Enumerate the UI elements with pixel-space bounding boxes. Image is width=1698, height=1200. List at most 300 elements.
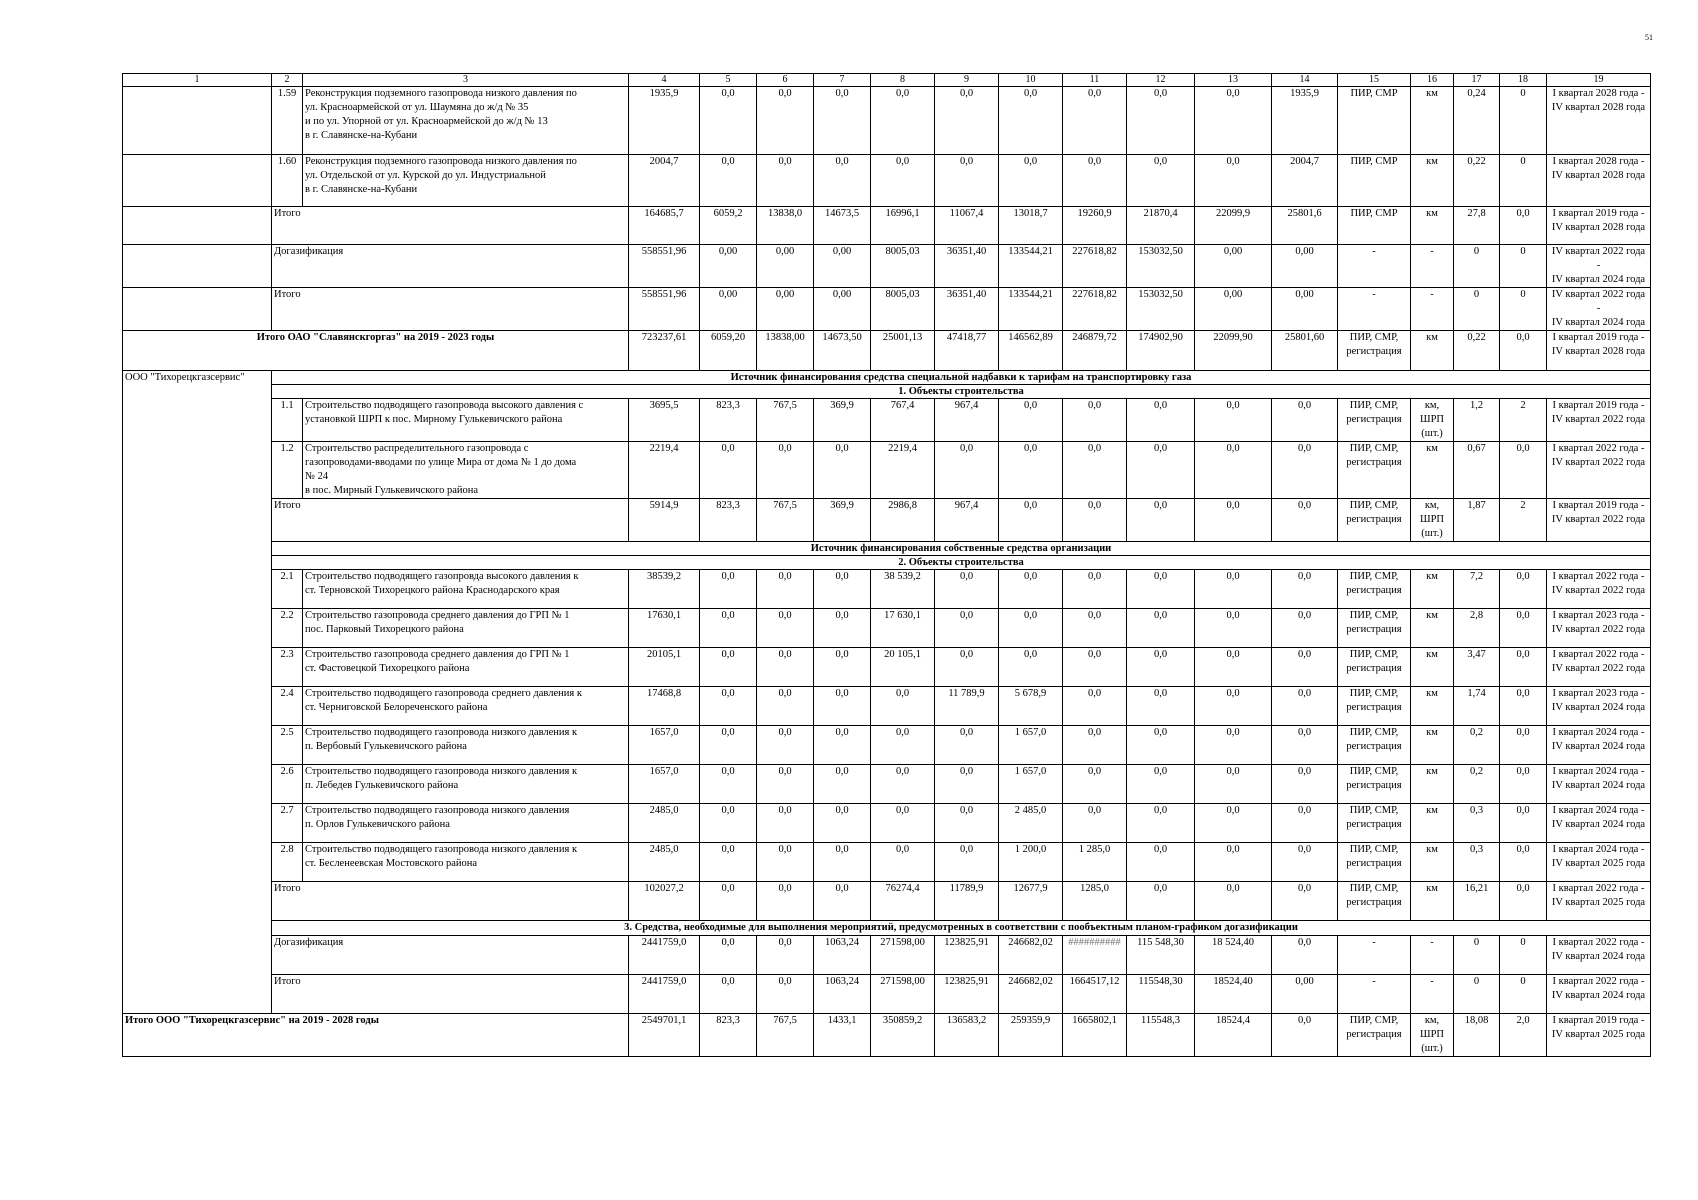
value-col-11: 246879,72 — [1063, 331, 1127, 371]
org-cell — [123, 207, 272, 245]
value-col-19: I квартал 2022 года - IV квартал 2022 года — [1547, 442, 1651, 499]
object-name: Строительство подводящего газопровода низкого давления п. Орлов Гулькевичского района — [303, 804, 629, 843]
value-col-9: 36351,40 — [935, 288, 999, 331]
value-col-13: 18524,4 — [1195, 1014, 1272, 1057]
value-col-16: км — [1411, 687, 1454, 726]
table-row — [123, 609, 1651, 648]
value-col-12: 21870,4 — [1127, 207, 1195, 245]
row-number: 2.1 — [272, 570, 303, 609]
value-col-16: км — [1411, 87, 1454, 155]
value-col-6: 13838,0 — [757, 207, 814, 245]
value-col-9: 0,0 — [935, 87, 999, 155]
value-col-9: 967,4 — [935, 499, 999, 542]
section-heading — [123, 556, 1651, 570]
value-col-14: 0,0 — [1272, 765, 1338, 804]
value-col-17: 0,3 — [1454, 804, 1500, 843]
value-col-16: - — [1411, 975, 1454, 1014]
value-col-9: 11067,4 — [935, 207, 999, 245]
value-col-17: 0 — [1454, 245, 1500, 288]
value-col-19: I квартал 2022 года - IV квартал 2024 года — [1547, 975, 1651, 1014]
value-col-10: 13018,7 — [999, 207, 1063, 245]
object-name: Строительство подводящего газопровода среднего давления к ст. Черниговской Белореченского района — [303, 687, 629, 726]
value-col-7: 1063,24 — [814, 936, 871, 975]
value-col-18: 0 — [1500, 245, 1547, 288]
value-col-12: 0,0 — [1127, 399, 1195, 442]
value-col-5: 823,3 — [700, 1014, 757, 1057]
value-col-6: 0,0 — [757, 726, 814, 765]
value-col-19: I квартал 2022 года - IV квартал 2025 года — [1547, 882, 1651, 921]
value-col-13: 0,0 — [1195, 882, 1272, 921]
table-row — [123, 975, 1651, 1014]
value-col-17: 0,2 — [1454, 765, 1500, 804]
column-number-19: 19 — [1547, 74, 1651, 87]
value-col-14: 2004,7 — [1272, 155, 1338, 207]
value-col-17: 0,22 — [1454, 331, 1500, 371]
value-col-6: 0,0 — [757, 609, 814, 648]
value-col-4: 17630,1 — [629, 609, 700, 648]
value-col-4: 2485,0 — [629, 804, 700, 843]
value-col-8: 8005,03 — [871, 245, 935, 288]
value-col-13: 0,0 — [1195, 155, 1272, 207]
value-col-10: 2 485,0 — [999, 804, 1063, 843]
value-col-10: 0,0 — [999, 648, 1063, 687]
value-col-12: 0,0 — [1127, 687, 1195, 726]
value-col-16: км — [1411, 570, 1454, 609]
value-col-17: 0 — [1454, 288, 1500, 331]
value-col-4: 164685,7 — [629, 207, 700, 245]
funding-source-heading — [123, 542, 1651, 556]
value-col-14: 0,0 — [1272, 570, 1338, 609]
value-col-13: 0,0 — [1195, 765, 1272, 804]
value-col-9: 0,0 — [935, 648, 999, 687]
value-col-10: 1 200,0 — [999, 843, 1063, 882]
value-col-16: км — [1411, 882, 1454, 921]
value-col-14: 0,0 — [1272, 499, 1338, 542]
value-col-18: 0,0 — [1500, 570, 1547, 609]
table-row — [123, 288, 1651, 331]
value-col-19: I квартал 2019 года - IV квартал 2028 года — [1547, 207, 1651, 245]
value-col-7: 369,9 — [814, 499, 871, 542]
column-number-4: 4 — [629, 74, 700, 87]
value-col-11: 1285,0 — [1063, 882, 1127, 921]
value-col-9: 11 789,9 — [935, 687, 999, 726]
value-col-16: - — [1411, 245, 1454, 288]
value-col-19: I квартал 2022 года - IV квартал 2024 года — [1547, 936, 1651, 975]
row-number: 2.8 — [272, 843, 303, 882]
value-col-18: 0,0 — [1500, 765, 1547, 804]
table-row — [123, 804, 1651, 843]
table-row — [123, 936, 1651, 975]
value-col-4: 2549701,1 — [629, 1014, 700, 1057]
value-col-13: 0,00 — [1195, 288, 1272, 331]
value-col-16: км — [1411, 609, 1454, 648]
value-col-14: 0,0 — [1272, 936, 1338, 975]
value-col-4: 558551,96 — [629, 245, 700, 288]
value-col-16: км, ШРП (шт.) — [1411, 499, 1454, 542]
value-col-14: 0,0 — [1272, 609, 1338, 648]
value-col-18: 0,0 — [1500, 804, 1547, 843]
value-col-10: 133544,21 — [999, 245, 1063, 288]
value-col-15: - — [1338, 936, 1411, 975]
value-col-16: км — [1411, 155, 1454, 207]
table-row — [123, 765, 1651, 804]
value-col-11: 19260,9 — [1063, 207, 1127, 245]
value-col-4: 1657,0 — [629, 726, 700, 765]
value-col-8: 20 105,1 — [871, 648, 935, 687]
value-col-13: 0,0 — [1195, 843, 1272, 882]
value-col-18: 0,0 — [1500, 687, 1547, 726]
value-col-6: 767,5 — [757, 399, 814, 442]
value-col-17: 0 — [1454, 936, 1500, 975]
value-col-6: 0,0 — [757, 687, 814, 726]
value-col-12: 0,0 — [1127, 726, 1195, 765]
row-number: 1.2 — [272, 442, 303, 499]
value-col-18: 2 — [1500, 399, 1547, 442]
value-col-14: 0,0 — [1272, 687, 1338, 726]
value-col-19: I квартал 2024 года - IV квартал 2024 года — [1547, 765, 1651, 804]
value-col-6: 0,0 — [757, 442, 814, 499]
value-col-11: 227618,82 — [1063, 245, 1127, 288]
value-col-17: 18,08 — [1454, 1014, 1500, 1057]
value-col-5: 0,0 — [700, 155, 757, 207]
value-col-13: 18 524,40 — [1195, 936, 1272, 975]
value-col-13: 0,0 — [1195, 687, 1272, 726]
value-col-5: 0,0 — [700, 570, 757, 609]
value-col-7: 1063,24 — [814, 975, 871, 1014]
value-col-7: 0,0 — [814, 570, 871, 609]
row-number: 2.2 — [272, 609, 303, 648]
value-col-8: 25001,13 — [871, 331, 935, 371]
column-number-1: 1 — [123, 74, 272, 87]
table-row — [123, 442, 1651, 499]
value-col-11: 0,0 — [1063, 499, 1127, 542]
value-col-4: 2004,7 — [629, 155, 700, 207]
value-col-19: I квартал 2019 года - IV квартал 2022 года — [1547, 499, 1651, 542]
column-number-6: 6 — [757, 74, 814, 87]
funding-source-heading-text: Источник финансирования собственные средства организации — [272, 542, 1651, 556]
value-col-15: ПИР, СМР, регистрация — [1338, 804, 1411, 843]
value-col-8: 0,0 — [871, 687, 935, 726]
value-col-12: 0,0 — [1127, 609, 1195, 648]
value-col-5: 0,0 — [700, 843, 757, 882]
value-col-11: 0,0 — [1063, 87, 1127, 155]
value-col-13: 18524,40 — [1195, 975, 1272, 1014]
row-number: 2.6 — [272, 765, 303, 804]
value-col-8: 0,0 — [871, 765, 935, 804]
value-col-11: 0,0 — [1063, 442, 1127, 499]
value-col-17: 1,74 — [1454, 687, 1500, 726]
object-name: Строительство газопровода среднего давления до ГРП № 1 пос. Парковый Тихорецкого района — [303, 609, 629, 648]
value-col-14: 0,0 — [1272, 648, 1338, 687]
value-col-8: 271598,00 — [871, 936, 935, 975]
value-col-10: 5 678,9 — [999, 687, 1063, 726]
value-col-16: км — [1411, 843, 1454, 882]
value-col-15: ПИР, СМР — [1338, 155, 1411, 207]
value-col-13: 0,0 — [1195, 442, 1272, 499]
value-col-7: 0,0 — [814, 882, 871, 921]
value-col-18: 0 — [1500, 155, 1547, 207]
value-col-19: I квартал 2019 года - IV квартал 2022 года — [1547, 399, 1651, 442]
object-name: Строительство подводящего газопровода низкого давления к ст. Бесленеевская Мостовского района — [303, 843, 629, 882]
value-col-7: 0,00 — [814, 288, 871, 331]
value-col-15: ПИР, СМР, регистрация — [1338, 1014, 1411, 1057]
column-number-12: 12 — [1127, 74, 1195, 87]
value-col-16: км — [1411, 648, 1454, 687]
table-row — [123, 570, 1651, 609]
value-col-17: 1,87 — [1454, 499, 1500, 542]
value-col-19: I квартал 2019 года - IV квартал 2025 года — [1547, 1014, 1651, 1057]
value-col-14: 0,0 — [1272, 804, 1338, 843]
value-col-4: 1935,9 — [629, 87, 700, 155]
value-col-5: 6059,20 — [700, 331, 757, 371]
value-col-17: 0,22 — [1454, 155, 1500, 207]
value-col-4: 723237,61 — [629, 331, 700, 371]
value-col-12: 0,0 — [1127, 442, 1195, 499]
value-col-13: 0,0 — [1195, 399, 1272, 442]
row-number: 2.3 — [272, 648, 303, 687]
value-col-17: 0 — [1454, 975, 1500, 1014]
value-col-7: 0,0 — [814, 609, 871, 648]
section-heading — [123, 385, 1651, 399]
value-col-13: 0,0 — [1195, 804, 1272, 843]
value-col-8: 0,0 — [871, 804, 935, 843]
value-col-18: 0,0 — [1500, 648, 1547, 687]
value-col-18: 0 — [1500, 288, 1547, 331]
object-name: Строительство подводящего газопровда высокого давления к ст. Терновской Тихорецкого района Краснодарского края — [303, 570, 629, 609]
value-col-10: 246682,02 — [999, 936, 1063, 975]
value-col-8: 2219,4 — [871, 442, 935, 499]
value-col-8: 38 539,2 — [871, 570, 935, 609]
column-number-13: 13 — [1195, 74, 1272, 87]
value-col-18: 0,0 — [1500, 726, 1547, 765]
row-number: 1.60 — [272, 155, 303, 207]
table-row — [123, 207, 1651, 245]
value-col-14: 0,00 — [1272, 975, 1338, 1014]
value-col-11: 227618,82 — [1063, 288, 1127, 331]
value-col-18: 0 — [1500, 936, 1547, 975]
value-col-19: I квартал 2028 года - IV квартал 2028 года — [1547, 155, 1651, 207]
value-col-15: ПИР, СМР, регистрация — [1338, 687, 1411, 726]
value-col-7: 0,0 — [814, 843, 871, 882]
value-col-19: IV квартал 2022 года - IV квартал 2024 года — [1547, 245, 1651, 288]
value-col-5: 0,0 — [700, 687, 757, 726]
value-col-5: 0,0 — [700, 765, 757, 804]
value-col-12: 174902,90 — [1127, 331, 1195, 371]
value-col-7: 0,0 — [814, 648, 871, 687]
org-cell — [123, 87, 272, 155]
table-row — [123, 155, 1651, 207]
value-col-10: 0,0 — [999, 399, 1063, 442]
value-col-9: 0,0 — [935, 843, 999, 882]
value-col-18: 0,0 — [1500, 882, 1547, 921]
value-col-14: 0,0 — [1272, 882, 1338, 921]
value-col-12: 0,0 — [1127, 765, 1195, 804]
row-label: Догазификация — [272, 245, 629, 288]
value-col-18: 0,0 — [1500, 442, 1547, 499]
value-col-7: 0,0 — [814, 726, 871, 765]
value-col-14: 0,0 — [1272, 726, 1338, 765]
organization-name: ООО "Тихорецкгазсервис" — [123, 371, 272, 1014]
value-col-11: ########## — [1063, 936, 1127, 975]
value-col-15: ПИР, СМР, регистрация — [1338, 648, 1411, 687]
value-col-6: 0,0 — [757, 882, 814, 921]
value-col-12: 0,0 — [1127, 570, 1195, 609]
value-col-6: 767,5 — [757, 499, 814, 542]
value-col-10: 133544,21 — [999, 288, 1063, 331]
value-col-14: 0,0 — [1272, 843, 1338, 882]
value-col-7: 0,0 — [814, 804, 871, 843]
value-col-15: ПИР, СМР — [1338, 207, 1411, 245]
object-name: Строительство газопровода среднего давления до ГРП № 1 ст. Фастовецкой Тихорецкого района — [303, 648, 629, 687]
value-col-10: 246682,02 — [999, 975, 1063, 1014]
value-col-10: 0,0 — [999, 87, 1063, 155]
funding-source-heading — [123, 371, 1651, 385]
value-col-16: км, ШРП (шт.) — [1411, 1014, 1454, 1057]
value-col-18: 0,0 — [1500, 207, 1547, 245]
value-col-19: I квартал 2023 года - IV квартал 2022 года — [1547, 609, 1651, 648]
table-row — [123, 245, 1651, 288]
value-col-6: 0,0 — [757, 765, 814, 804]
value-col-12: 0,0 — [1127, 804, 1195, 843]
value-col-16: - — [1411, 936, 1454, 975]
column-number-18: 18 — [1500, 74, 1547, 87]
value-col-9: 0,0 — [935, 442, 999, 499]
value-col-6: 0,0 — [757, 155, 814, 207]
value-col-7: 0,00 — [814, 245, 871, 288]
table-row — [123, 882, 1651, 921]
value-col-7: 14673,5 — [814, 207, 871, 245]
table-row — [123, 687, 1651, 726]
value-col-10: 0,0 — [999, 609, 1063, 648]
organization-total-label: Итого ООО "Тихорецкгазсервис" на 2019 - 2028 годы — [123, 1014, 629, 1057]
value-col-12: 0,0 — [1127, 87, 1195, 155]
value-col-6: 0,0 — [757, 843, 814, 882]
value-col-11: 0,0 — [1063, 155, 1127, 207]
column-number-9: 9 — [935, 74, 999, 87]
value-col-12: 0,0 — [1127, 882, 1195, 921]
value-col-19: I квартал 2022 года - IV квартал 2022 года — [1547, 570, 1651, 609]
value-col-5: 0,0 — [700, 87, 757, 155]
value-col-19: I квартал 2023 года - IV квартал 2024 года — [1547, 687, 1651, 726]
value-col-9: 0,0 — [935, 765, 999, 804]
value-col-4: 1657,0 — [629, 765, 700, 804]
value-col-12: 153032,50 — [1127, 288, 1195, 331]
value-col-18: 0,0 — [1500, 843, 1547, 882]
value-col-4: 38539,2 — [629, 570, 700, 609]
value-col-8: 2986,8 — [871, 499, 935, 542]
value-col-16: км — [1411, 765, 1454, 804]
value-col-8: 0,0 — [871, 726, 935, 765]
value-col-14: 0,0 — [1272, 442, 1338, 499]
value-col-7: 0,0 — [814, 765, 871, 804]
value-col-4: 558551,96 — [629, 288, 700, 331]
value-col-13: 22099,9 — [1195, 207, 1272, 245]
value-col-7: 0,0 — [814, 155, 871, 207]
value-col-12: 153032,50 — [1127, 245, 1195, 288]
value-col-15: ПИР, СМР, регистрация — [1338, 442, 1411, 499]
value-col-7: 0,0 — [814, 442, 871, 499]
value-col-10: 0,0 — [999, 442, 1063, 499]
value-col-13: 0,0 — [1195, 648, 1272, 687]
value-col-15: ПИР, СМР, регистрация — [1338, 499, 1411, 542]
value-col-19: I квартал 2024 года - IV квартал 2025 года — [1547, 843, 1651, 882]
value-col-8: 17 630,1 — [871, 609, 935, 648]
value-col-15: - — [1338, 245, 1411, 288]
table-row — [123, 399, 1651, 442]
object-name: Строительство подводящего газопровода высокого давления с установкой ШРП к пос. Мирному Гулькевичского района — [303, 399, 629, 442]
object-name: Реконструкция подземного газопровода низкого давления по ул. Отдельской от ул. Курской до ул. Индустриальной в г. Славянске-на-Кубани — [303, 155, 629, 207]
value-col-12: 0,0 — [1127, 155, 1195, 207]
value-col-4: 2441759,0 — [629, 936, 700, 975]
value-col-5: 0,0 — [700, 609, 757, 648]
value-col-12: 0,0 — [1127, 499, 1195, 542]
object-name: Строительство подводящего газопровода низкого давления к п. Лебедев Гулькевичского района — [303, 765, 629, 804]
value-col-9: 967,4 — [935, 399, 999, 442]
value-col-9: 0,0 — [935, 155, 999, 207]
value-col-19: I квартал 2028 года - IV квартал 2028 года — [1547, 87, 1651, 155]
value-col-5: 0,0 — [700, 648, 757, 687]
value-col-4: 102027,2 — [629, 882, 700, 921]
value-col-13: 0,00 — [1195, 245, 1272, 288]
value-col-14: 0,0 — [1272, 1014, 1338, 1057]
value-col-18: 0 — [1500, 87, 1547, 155]
value-col-5: 0,0 — [700, 442, 757, 499]
value-col-13: 0,0 — [1195, 570, 1272, 609]
value-col-15: ПИР, СМР, регистрация — [1338, 570, 1411, 609]
row-number: 1.1 — [272, 399, 303, 442]
object-name: Строительство распределительного газопровода с газопроводами-вводами по улице Мира от дома № 1 до дома № 24 в пос. Мирный Гулькевичского района — [303, 442, 629, 499]
value-col-15: ПИР, СМР, регистрация — [1338, 399, 1411, 442]
value-col-17: 16,21 — [1454, 882, 1500, 921]
value-col-5: 823,3 — [700, 499, 757, 542]
value-col-10: 0,0 — [999, 570, 1063, 609]
value-col-11: 0,0 — [1063, 570, 1127, 609]
value-col-6: 0,00 — [757, 245, 814, 288]
value-col-15: - — [1338, 975, 1411, 1014]
value-col-19: I квартал 2019 года - IV квартал 2028 года — [1547, 331, 1651, 371]
value-col-5: 0,00 — [700, 288, 757, 331]
value-col-10: 1 657,0 — [999, 726, 1063, 765]
value-col-9: 11789,9 — [935, 882, 999, 921]
value-col-4: 3695,5 — [629, 399, 700, 442]
value-col-7: 1433,1 — [814, 1014, 871, 1057]
table-row — [123, 843, 1651, 882]
value-col-12: 115 548,30 — [1127, 936, 1195, 975]
section-heading-text: 3. Средства, необходимые для выполнения мероприятий, предусмотренных в соответствии с пообъектным планом-графиком догазификации — [272, 921, 1651, 936]
value-col-19: IV квартал 2022 года - IV квартал 2024 года — [1547, 288, 1651, 331]
value-col-5: 0,0 — [700, 975, 757, 1014]
value-col-4: 2219,4 — [629, 442, 700, 499]
value-col-12: 115548,30 — [1127, 975, 1195, 1014]
value-col-11: 1 285,0 — [1063, 843, 1127, 882]
column-number-3: 3 — [303, 74, 629, 87]
column-number-8: 8 — [871, 74, 935, 87]
value-col-5: 0,00 — [700, 245, 757, 288]
value-col-11: 0,0 — [1063, 687, 1127, 726]
organization-total-row — [123, 1014, 1651, 1057]
value-col-15: ПИР, СМР, регистрация — [1338, 882, 1411, 921]
value-col-15: ПИР, СМР, регистрация — [1338, 609, 1411, 648]
value-col-16: км — [1411, 442, 1454, 499]
value-col-5: 0,0 — [700, 936, 757, 975]
value-col-8: 0,0 — [871, 155, 935, 207]
value-col-13: 0,0 — [1195, 609, 1272, 648]
value-col-19: I квартал 2024 года - IV квартал 2024 года — [1547, 726, 1651, 765]
value-col-16: - — [1411, 288, 1454, 331]
row-label: Итого — [272, 499, 629, 542]
value-col-8: 767,4 — [871, 399, 935, 442]
value-col-16: км — [1411, 804, 1454, 843]
